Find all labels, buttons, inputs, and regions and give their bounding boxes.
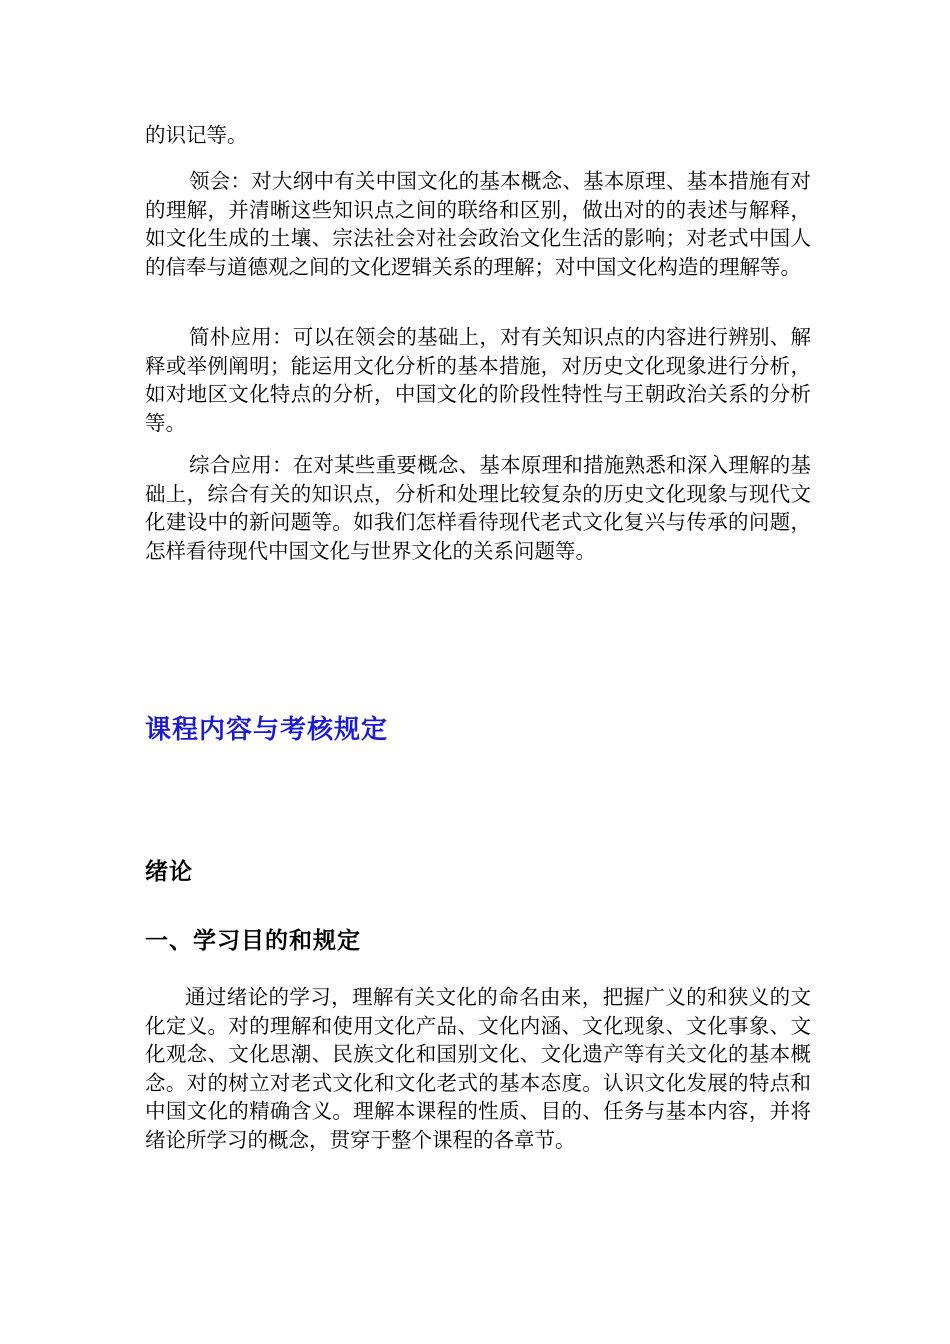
paragraph-comprehensive-application: 综合应用：在对某些重要概念、基本原理和措施熟悉和深入理解的基础上，综合有关的知识点，分析和处理比较复杂的历史文化现象与现代文化建设中的新问题等。如我们怎样看待现代老式文化复兴与传承的问题，怎样看待现代中国文化与世界文化的关系问题等。 — [145, 453, 811, 563]
section-heading: 课程内容与考核规定 — [145, 715, 389, 745]
paragraph-continuation: 的识记等。 — [145, 123, 248, 147]
paragraph-comprehension: 领会：对大纲中有关中国文化的基本概念、基本原理、基本措施有对的理解，并清晰这些知识点之间的联络和区别，做出对的的表述与解释，如文化生成的土壤、宗法社会对社会政治文化生活的影响；对老式中国人的信奉与道德观之间的文化逻辑关系的理解；对中国文化构造的理解等。 — [145, 169, 811, 279]
paragraph-simple-application: 简朴应用：可以在领会的基础上，对有关知识点的内容进行辨别、解释或举例阐明；能运用文化分析的基本措施，对历史文化现象进行分析，如对地区文化特点的分析，中国文化的阶段性特性与王朝政治关系的分析等。 — [145, 325, 811, 435]
sub-heading: 一、学习目的和规定 — [145, 928, 361, 954]
chapter-heading: 绪论 — [145, 859, 193, 885]
paragraph-learning-objectives: 通过绪论的学习，理解有关文化的命名由来，把握广义的和狭义的文化定义。对的理解和使用文化产品、文化内涵、文化现象、文化事象、文化观念、文化思潮、民族文化和国别文化、文化遗产等有关文化的基本概念。对的树立对老式文化和文化老式的基本态度。认识文化发展的特点和中国文化的精确含义。理解本课程的性质、目的、任务与基本内容，并将绪论所学习的概念，贯穿于整个课程的各章节。 — [145, 985, 811, 1152]
